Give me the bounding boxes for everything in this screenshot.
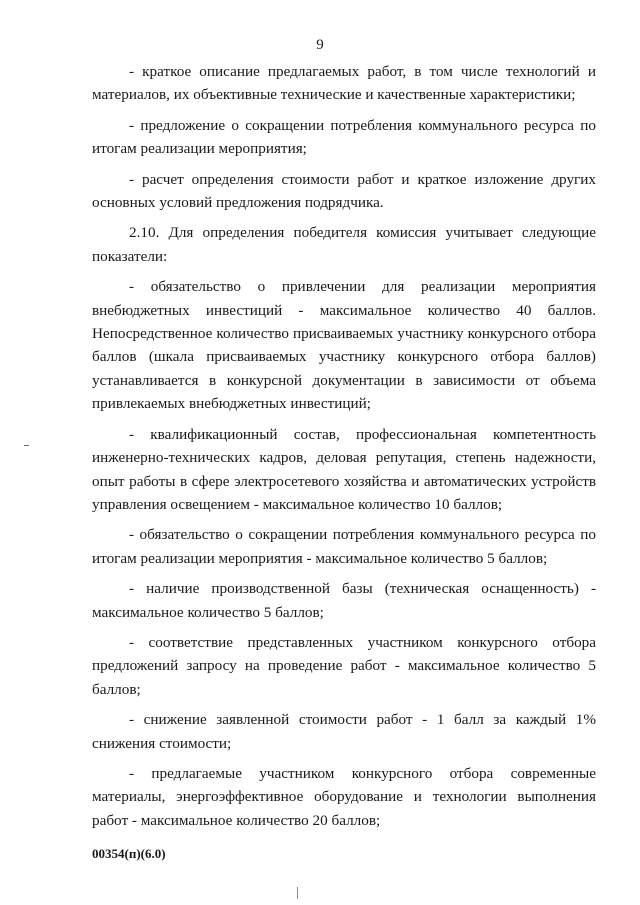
paragraph-section-2-10: 2.10. Для определения победителя комиссия учитывает следующие показатели: xyxy=(92,224,596,265)
paragraph-production-base: - наличие производственной базы (техническая оснащенность) - максимальное количество 5 баллов; xyxy=(92,580,596,621)
paragraph-investment-obligation: - обязательство о привлечении для реализации мероприятия внебюджетных инвестиций - максимальное количество 40 баллов. Непосредственное количество присваиваемых участнику конкурсного отбора баллов (шкала присваиваемых участнику конкурсного отбора баллов) устанавливается в конкурсной документации в зависимости от объема привлекаемых внебюджетных инвестиций; xyxy=(92,278,596,413)
paragraph-work-description: - краткое описание предлагаемых работ, в том числе технологий и материалов, их объективные технические и качественные характеристики; xyxy=(92,63,596,104)
paragraph-proposal-compliance: - соответствие представленных участником конкурсного отбора предложений запросу на проведение работ - максимальное количество 5 баллов; xyxy=(92,633,596,698)
paragraph-qualification: - квалификационный состав, профессиональная компетентность инженерно-технических кадров, деловая репутация, степень надежности, опыт работы в сфере электросетевого хозяйства и автоматических устройств управления освещением - максимальное количество 10 баллов; xyxy=(92,425,596,513)
paragraph-resource-reduction-obligation: - обязательство о сокращении потребления коммунального ресурса по итогам реализации мероприятия - максимальное количество 5 баллов; xyxy=(92,526,596,567)
page-number: 9 xyxy=(316,37,324,53)
paragraph-cost-calculation: - расчет определения стоимости работ и краткое изложение других основных условий предложения подрядчика. xyxy=(92,170,596,212)
scan-edge-mark xyxy=(24,445,29,446)
paragraph-cost-reduction: - снижение заявленной стоимости работ - 1 балл за каждый 1% снижения стоимости; xyxy=(92,711,596,752)
scan-bottom-tick xyxy=(297,887,298,899)
document-code: 00354(п)(6.0) xyxy=(92,846,166,861)
paragraph-resource-reduction-proposal: - предложение о сокращении потребления коммунального ресурса по итогам реализации мероприятия; xyxy=(92,116,596,158)
paragraph-modern-materials: - предлагаемые участником конкурсного отбора современные материалы, энергоэффективное оборудование и технологии выполнения работ - максимальное количество 20 баллов; xyxy=(92,764,596,829)
document-body xyxy=(92,60,596,839)
